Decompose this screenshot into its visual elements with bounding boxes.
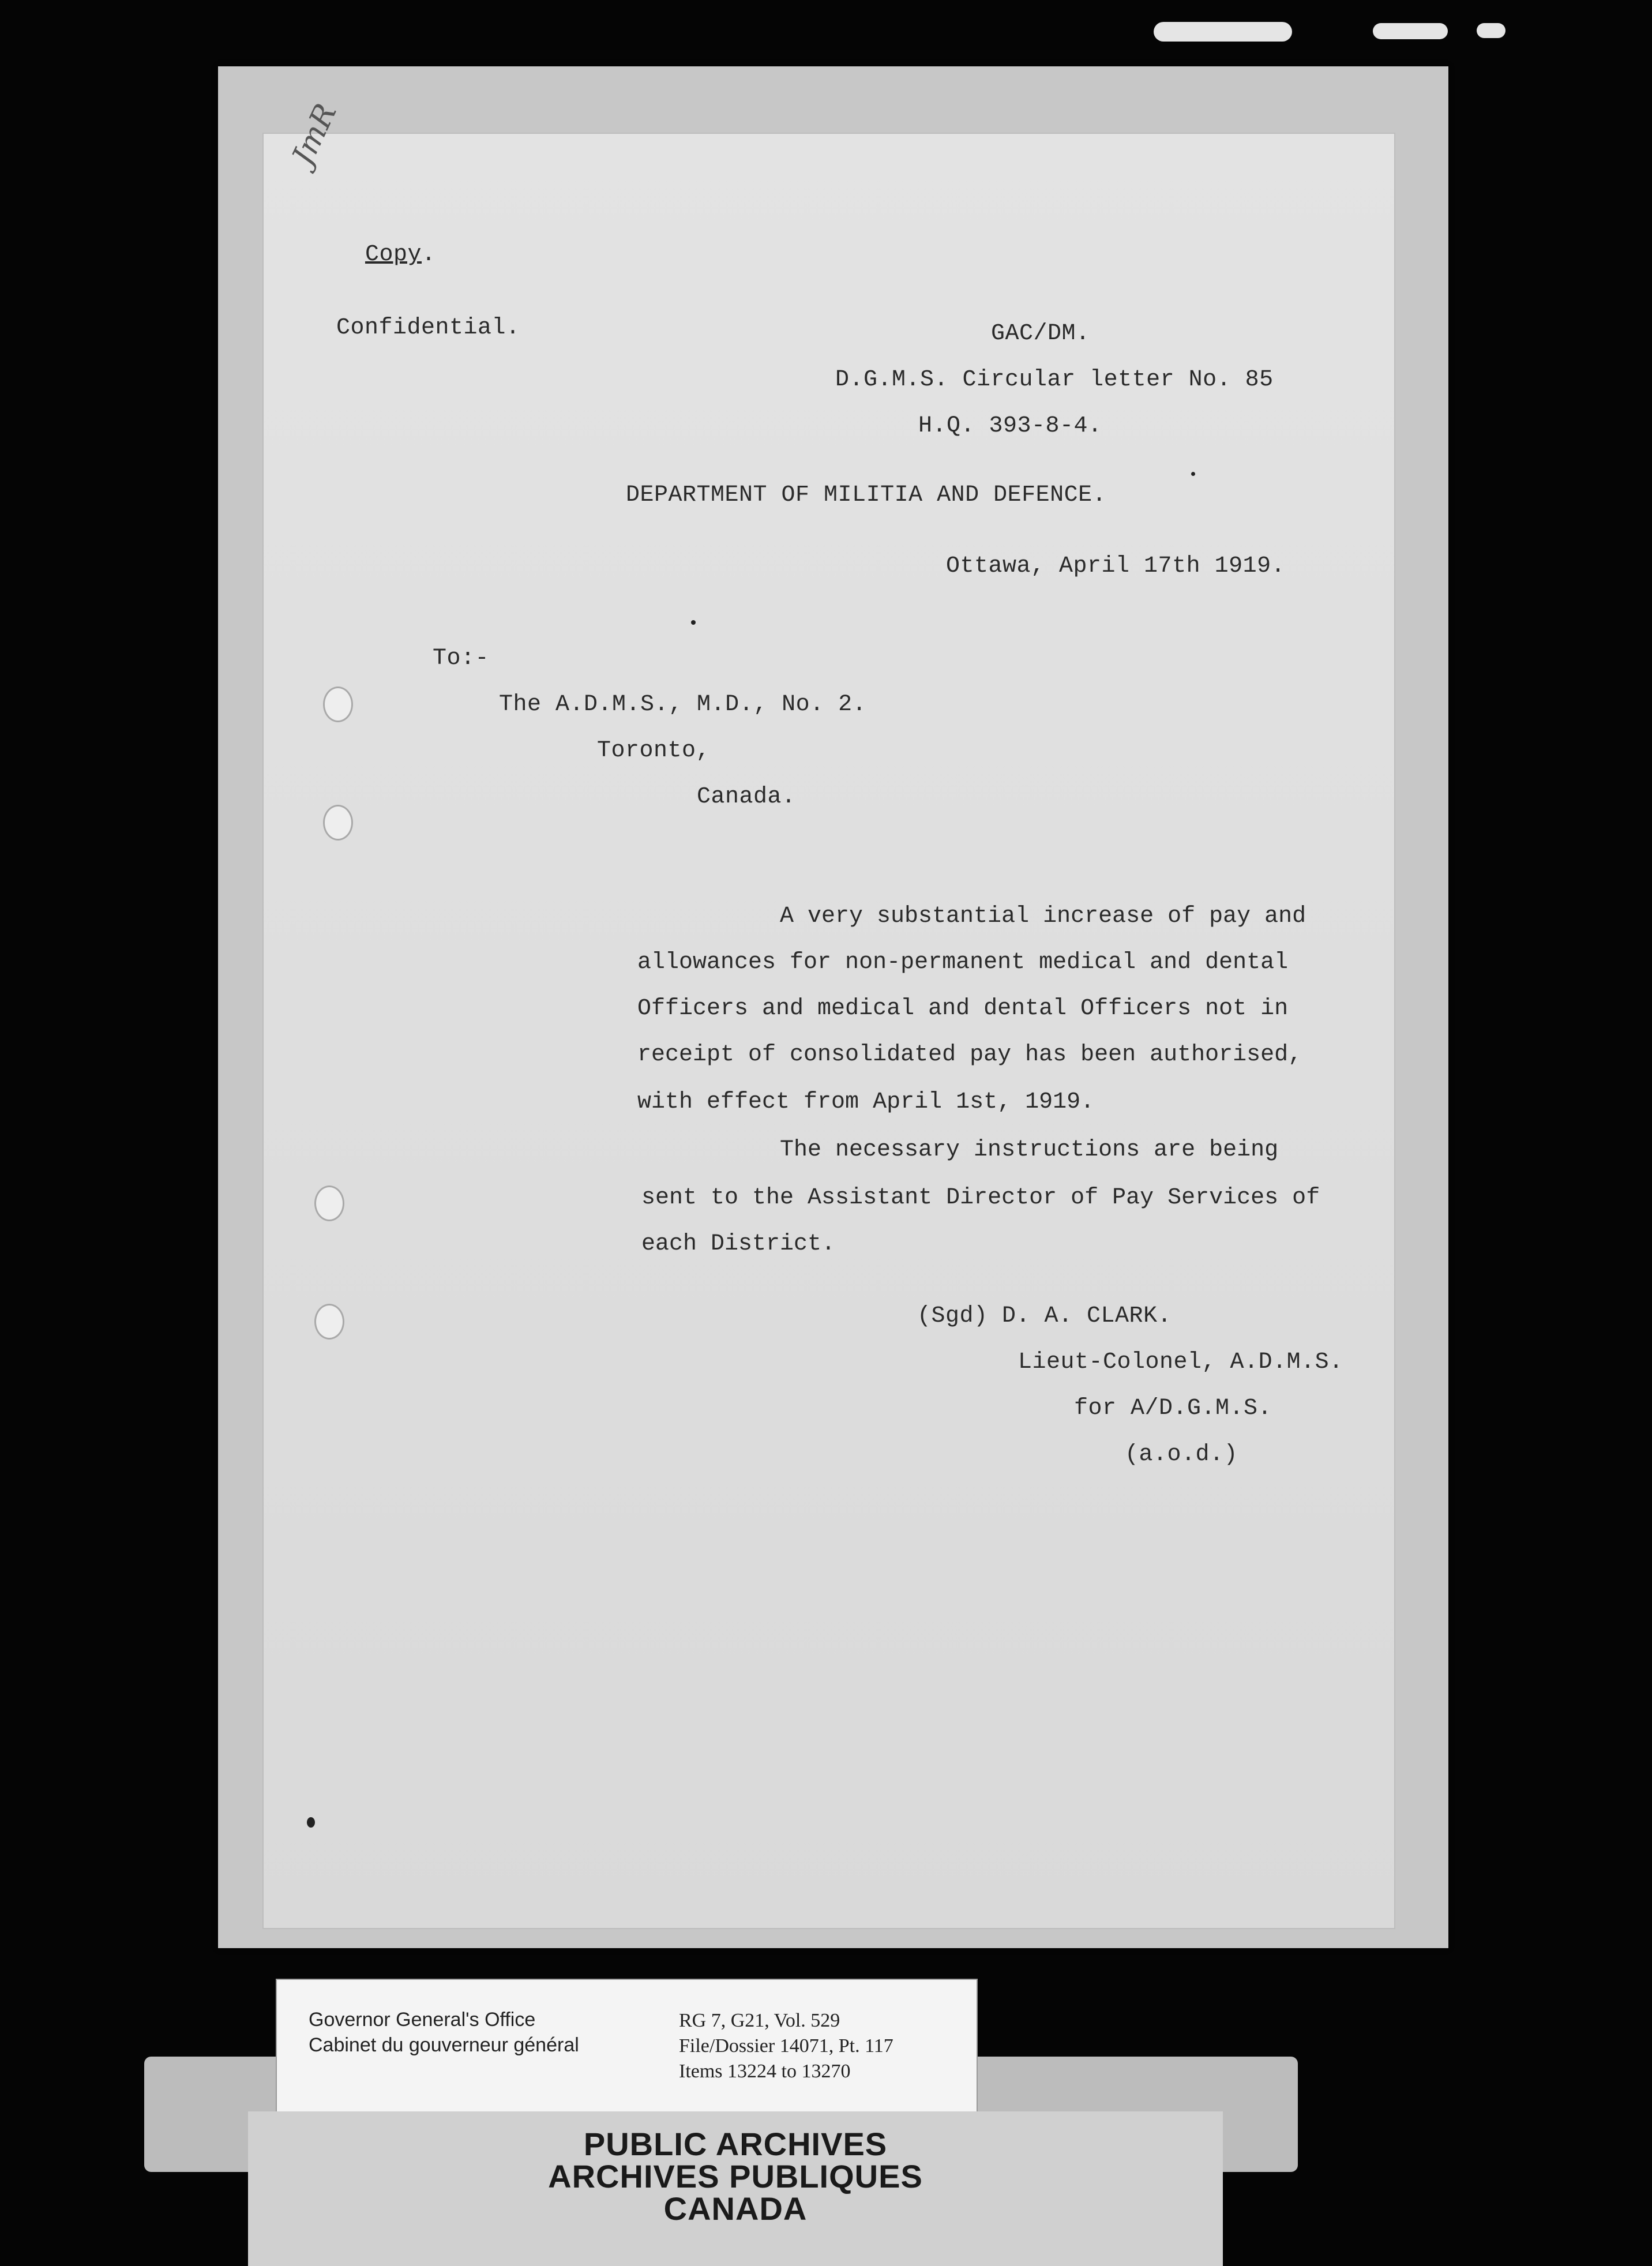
archives-stamp-plate xyxy=(248,2111,1223,2266)
stamp-line-en: PUBLIC ARCHIVES xyxy=(583,2126,888,2162)
record-group: RG 7, G21, Vol. 529 xyxy=(679,2010,840,2031)
punch-hole xyxy=(323,805,353,841)
file-dossier: File/Dossier 14071, Pt. 117 xyxy=(679,2035,893,2057)
handwritten-initials: JmR xyxy=(286,98,344,171)
body-line: each District. xyxy=(641,1231,836,1257)
film-frame-mark xyxy=(1154,22,1292,42)
stamp-line-fr: ARCHIVES PUBLIQUES xyxy=(548,2158,923,2194)
reference-initials: GAC/DM. xyxy=(991,321,1090,347)
signature-name: (Sgd) D. A. CLARK. xyxy=(917,1303,1172,1329)
office-name-fr: Cabinet du gouverneur général xyxy=(309,2034,579,2056)
punch-hole xyxy=(314,1185,344,1221)
signature-aod: (a.o.d.) xyxy=(1125,1442,1238,1468)
place-and-date: Ottawa, April 17th 1919. xyxy=(946,553,1286,579)
signature-rank: Lieut-Colonel, A.D.M.S. xyxy=(1018,1349,1343,1375)
film-frame-mark xyxy=(1477,23,1505,38)
body-line: allowances for non-permanent medical and dental xyxy=(637,950,1289,976)
body-line: sent to the Assistant Director of Pay Services of xyxy=(641,1185,1320,1211)
copy-label xyxy=(365,241,436,269)
addressee-line-3: Canada. xyxy=(697,784,796,810)
body-line: receipt of consolidated pay has been authorised, xyxy=(637,1042,1302,1068)
body-line: Officers and medical and dental Officers not in xyxy=(637,996,1289,1022)
scan-speck xyxy=(307,1817,315,1828)
body-line: The necessary instructions are being xyxy=(780,1137,1279,1163)
item-range: Items 13224 to 13270 xyxy=(679,2061,851,2082)
hq-file-number: H.Q. 393-8-4. xyxy=(918,413,1102,439)
office-name-en: Governor General's Office xyxy=(309,2009,536,2031)
stamp-line-country: CANADA xyxy=(663,2190,808,2227)
copy-label-text: Copy xyxy=(365,242,422,268)
to-label: To:- xyxy=(433,646,490,671)
signature-for: for A/D.G.M.S. xyxy=(1074,1395,1272,1421)
scan-speck xyxy=(691,620,696,625)
archive-label-card xyxy=(276,1979,978,2134)
film-frame-mark xyxy=(1373,23,1448,39)
circular-letter-number: D.G.M.S. Circular letter No. 85 xyxy=(835,367,1274,393)
classification-label: Confidential. xyxy=(336,315,520,341)
department-heading: DEPARTMENT OF MILITIA AND DEFENCE. xyxy=(626,482,1107,508)
copy-label-period: . xyxy=(422,242,436,268)
addressee-line-1: The A.D.M.S., M.D., No. 2. xyxy=(499,692,867,718)
scan-speck xyxy=(1191,472,1195,476)
letter-sheet xyxy=(262,133,1395,1929)
punch-hole xyxy=(314,1304,344,1340)
body-line: A very substantial increase of pay and xyxy=(780,903,1306,929)
body-line: with effect from April 1st, 1919. xyxy=(637,1089,1095,1115)
addressee-line-2: Toronto, xyxy=(597,738,711,764)
punch-hole xyxy=(323,686,353,722)
